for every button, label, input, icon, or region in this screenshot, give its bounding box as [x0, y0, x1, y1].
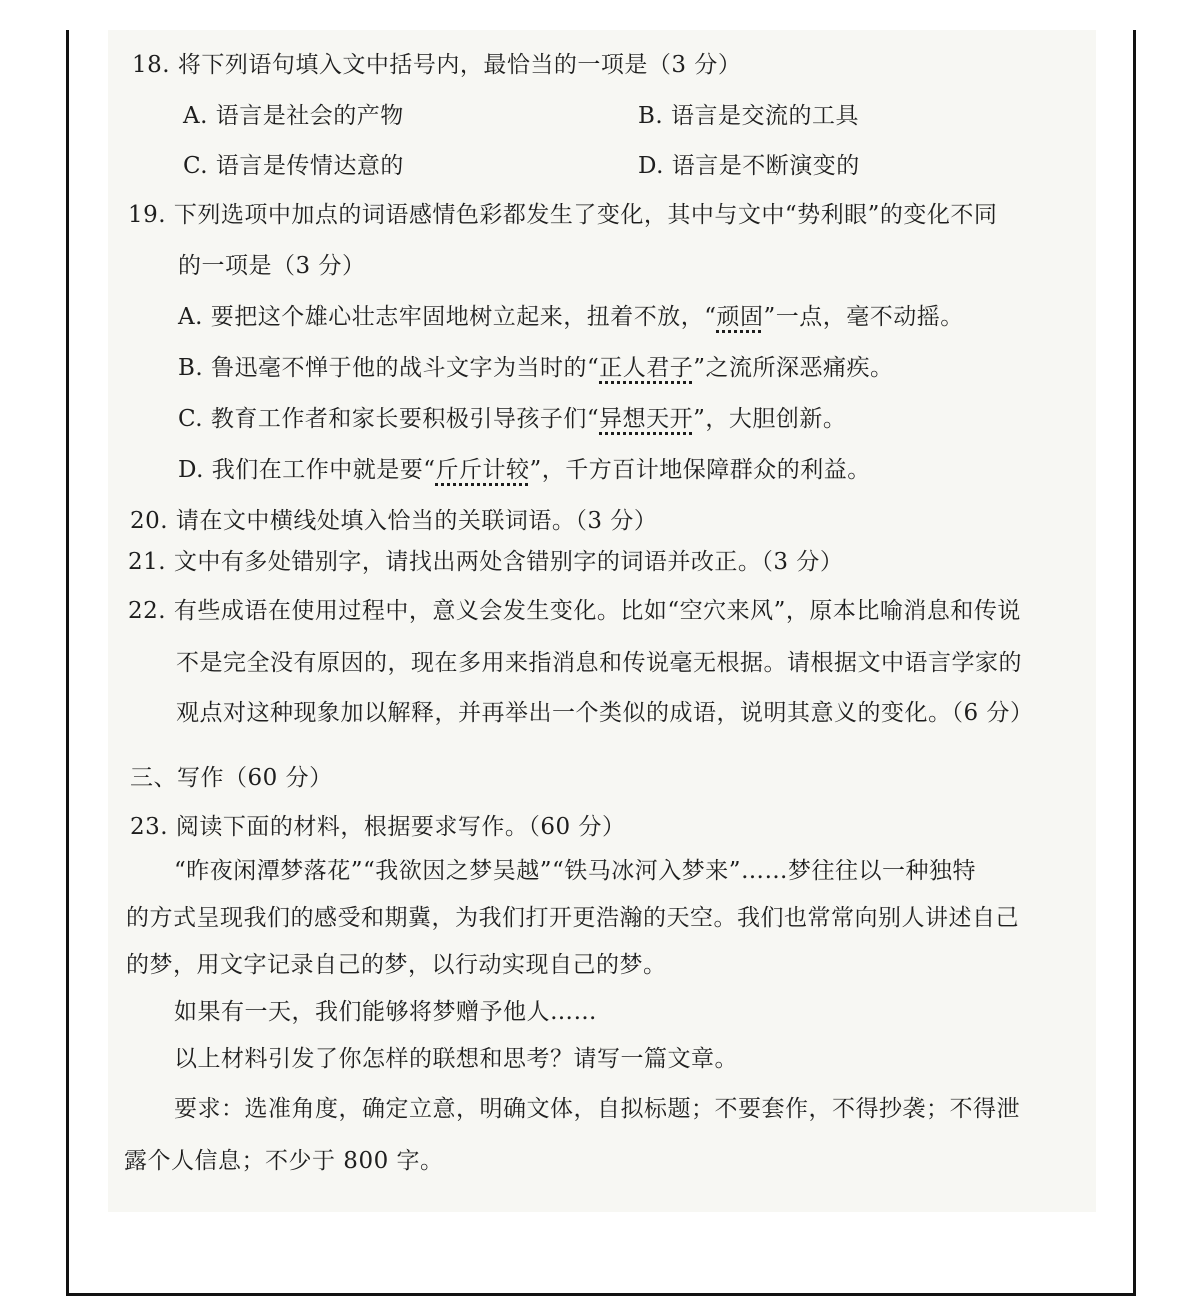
q19-option-a-post: ”一点，毫不动摇。 [763, 304, 964, 330]
q18-option-d: D. 语言是不断演变的 [638, 153, 860, 179]
q22-line3: 观点对这种现象加以解释，并再举出一个类似的成语，说明其意义的变化。（6 分） [176, 700, 1034, 726]
q23-material-line1: “昨夜闲潭梦落花”“我欲因之梦吴越”“铁马冰河入梦来”……梦往往以一种独特 [174, 858, 977, 884]
q21-text: 21. 文中有多处错别字，请找出两处含错别字的词语并改正。（3 分） [128, 549, 844, 575]
q19-stem-line2: 的一项是（3 分） [178, 253, 366, 279]
section-writing-heading: 三、写作（60 分） [130, 765, 333, 791]
q23-requirements-line1: 要求：选准角度，确定立意，明确文体，自拟标题；不要套作，不得抄袭；不得泄 [174, 1096, 1020, 1122]
q19-option-b-dotted-word: 正人君子 [599, 355, 694, 381]
q19-option-a-pre: A. 要把这个雄心壮志牢固地树立起来，扭着不放，“ [178, 304, 717, 330]
q19-option-b-post: ”之流所深恶痛疾。 [693, 355, 894, 381]
q18-option-a: A. 语言是社会的产物 [183, 103, 404, 129]
q22-line1: 22. 有些成语在使用过程中，意义会发生变化。比如“空穴来风”，原本比喻消息和传说 [128, 598, 1021, 624]
q19-option-c-dotted-word: 异想天开 [599, 406, 694, 432]
q19-option-b [178, 353, 894, 383]
q23-material-line4: 如果有一天，我们能够将梦赠予他人…… [174, 999, 597, 1025]
q22-line2: 不是完全没有原因的，现在多用来指消息和传说毫无根据。请根据文中语言学家的 [176, 650, 1022, 676]
q19-option-c [178, 404, 846, 434]
q19-option-b-pre: B. 鲁迅毫不惮于他的战斗文字为当时的“ [178, 355, 600, 381]
q19-option-a-dotted-word: 顽固 [716, 304, 764, 330]
q19-option-d-dotted-word: 斤斤计较 [435, 457, 530, 483]
q19-option-d [178, 455, 871, 485]
q19-option-c-pre: C. 教育工作者和家长要积极引导孩子们“ [178, 406, 600, 432]
q19-option-d-pre: D. 我们在工作中就是要“ [178, 457, 436, 483]
q18-option-b: B. 语言是交流的工具 [638, 103, 860, 129]
q23-requirements-line2: 露个人信息；不少于 800 字。 [124, 1148, 444, 1174]
q19-option-a [178, 302, 964, 332]
q18-stem: 18. 将下列语句填入文中括号内，最恰当的一项是（3 分） [132, 52, 742, 78]
q19-option-d-post: ”，千方百计地保障群众的利益。 [529, 457, 871, 483]
q23-material-line2: 的方式呈现我们的感受和期冀，为我们打开更浩瀚的天空。我们也常常向别人讲述自己 [126, 905, 1019, 931]
q23-stem: 23. 阅读下面的材料，根据要求写作。（60 分） [130, 814, 626, 840]
q19-option-c-post: ”，大胆创新。 [693, 406, 847, 432]
q23-material-line3: 的梦，用文字记录自己的梦，以行动实现自己的梦。 [126, 952, 667, 978]
q20-text: 20. 请在文中横线处填入恰当的关联词语。（3 分） [130, 508, 658, 534]
q23-prompt: 以上材料引发了你怎样的联想和思考？请写一篇文章。 [174, 1046, 738, 1072]
q19-stem-line1: 19. 下列选项中加点的词语感情色彩都发生了变化，其中与文中“势利眼”的变化不同 [128, 202, 998, 228]
q18-option-c: C. 语言是传情达意的 [183, 153, 404, 179]
